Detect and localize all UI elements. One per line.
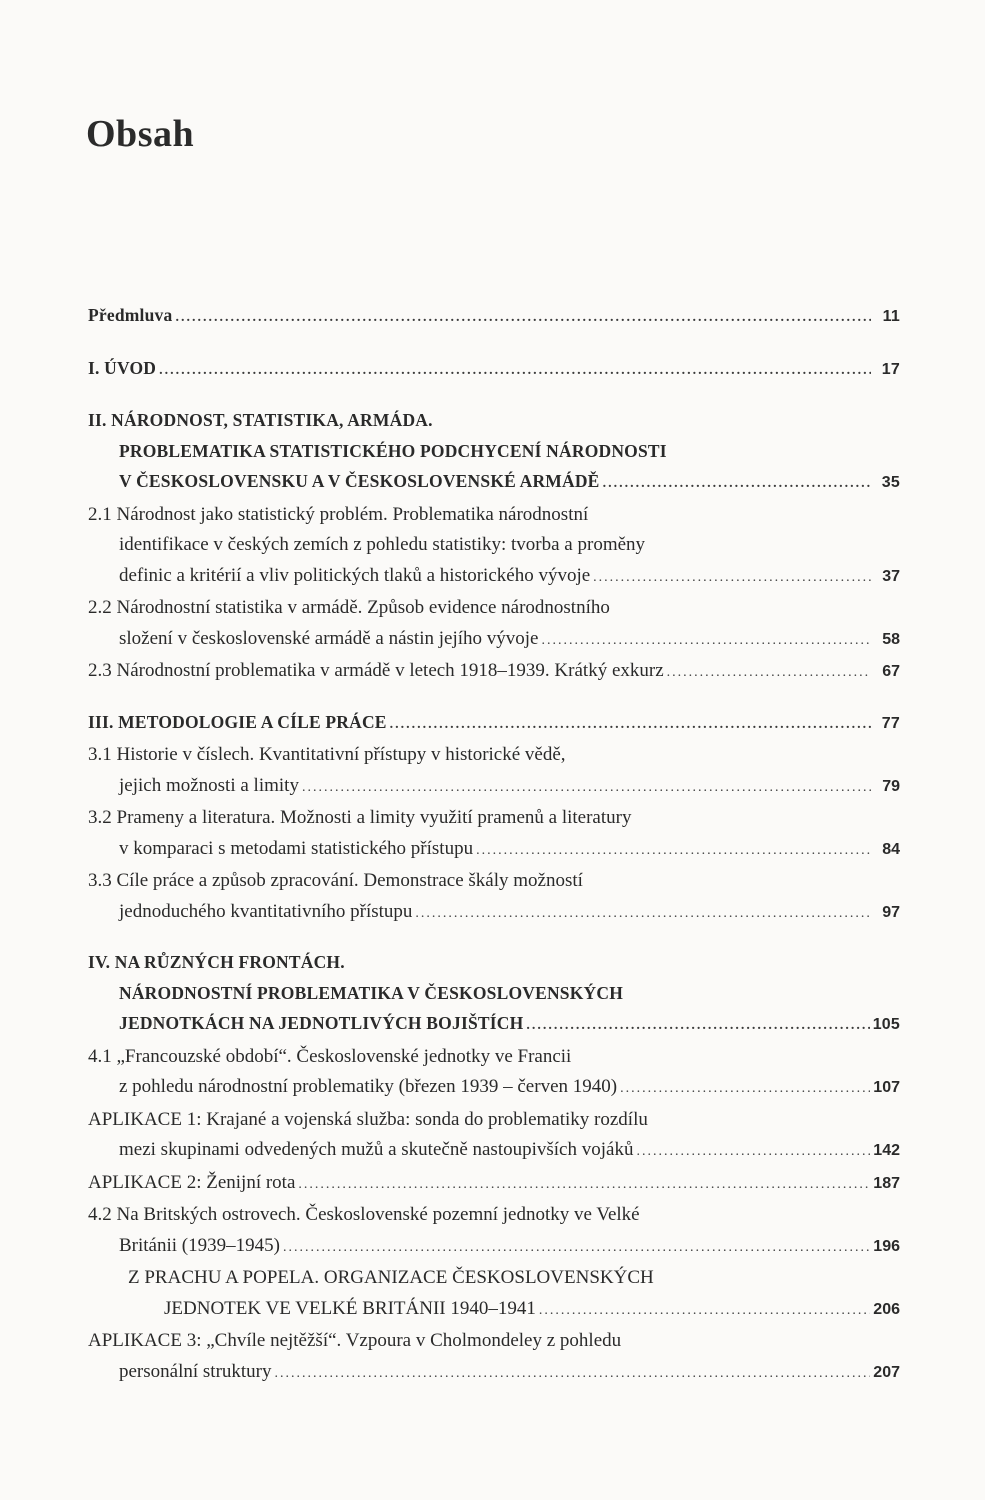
section-gap	[88, 929, 900, 947]
toc-entry-line	[88, 436, 900, 467]
dot-leader	[298, 1170, 870, 1201]
toc-entry-line	[88, 834, 900, 867]
toc-entry-text: složení v československé armádě a nástin jejího vývoje	[119, 627, 539, 649]
toc-entry[interactable]	[88, 740, 900, 803]
toc-entry[interactable]	[88, 656, 900, 689]
toc-entry-text: 3.1 Historie v číslech. Kvantitativní přístupy v historické vědě,	[88, 744, 566, 765]
toc-entry-text: V ČESKOSLOVENSKU A V ČESKOSLOVENSKÉ ARMÁDĚ	[119, 471, 600, 491]
toc-entry-text: PROBLEMATIKA STATISTICKÉHO PODCHYCENÍ NÁRODNOSTI	[119, 440, 667, 461]
dot-leader	[541, 626, 871, 657]
page-number: 58	[882, 630, 900, 648]
toc-entry-text: definic a kritérií a vliv politických tlaků a historického vývoje	[119, 564, 591, 586]
toc-entry-text: JEDNOTEK VE VELKÉ BRITÁNII 1940–1941	[164, 1297, 536, 1319]
toc-entry-line	[88, 1042, 900, 1073]
section-gap	[88, 386, 900, 405]
page-number: 97	[882, 903, 900, 921]
page-number: 187	[873, 1174, 900, 1192]
toc-entry-line	[88, 656, 900, 689]
dot-leader	[526, 1011, 869, 1042]
toc-entry-line	[88, 1168, 900, 1201]
toc-entry-text: 2.3 Národnostní problematika v armádě v letech 1918–1939. Krátký exkurz	[88, 660, 664, 681]
toc-entry-text: II. NÁRODNOST, STATISTIKA, ARMÁDA.	[88, 410, 433, 430]
dot-leader	[302, 773, 871, 804]
toc-entry-line	[88, 978, 900, 1009]
toc-entry[interactable]	[88, 353, 900, 387]
page-number: 79	[882, 777, 900, 795]
page-number: 206	[873, 1300, 900, 1318]
toc-entry-text: Z PRACHU A POPELA. ORGANIZACE ČESKOSLOVENSKÝCH	[128, 1267, 654, 1288]
dot-leader	[603, 469, 871, 500]
dot-leader	[415, 899, 871, 930]
toc-entry-line	[88, 624, 900, 657]
page-number: 37	[882, 567, 900, 585]
page-number: 196	[873, 1237, 900, 1255]
dot-leader	[620, 1074, 870, 1105]
toc-entry-line	[88, 1357, 900, 1390]
toc-entry-text: jejich možnosti a limity	[119, 774, 299, 796]
toc-entry[interactable]	[88, 1042, 900, 1105]
toc-entry-line	[88, 771, 900, 804]
toc-entry-text: III. METODOLOGIE A CÍLE PRÁCE	[88, 711, 387, 732]
toc-entry[interactable]	[88, 947, 900, 1042]
dot-leader	[636, 1137, 870, 1168]
dot-leader	[539, 1296, 870, 1327]
toc-entry-line	[88, 466, 900, 500]
page-title: Obsah	[86, 113, 195, 155]
toc-entry-text: JEDNOTKÁCH NA JEDNOTLIVÝCH BOJIŠTÍCH	[119, 1013, 524, 1033]
toc-entry-line	[88, 1294, 900, 1327]
dot-leader	[667, 658, 871, 689]
toc-entry[interactable]	[88, 1326, 900, 1389]
page-number: 77	[881, 714, 900, 732]
toc-entry[interactable]	[88, 405, 900, 500]
dot-leader	[175, 303, 871, 334]
dot-leader	[593, 563, 871, 594]
toc-entry-line	[88, 300, 900, 334]
toc-entry-text: jednoduchého kvantitativního přístupu	[119, 900, 413, 922]
toc-entry-line	[88, 1231, 900, 1264]
toc-entry-line	[88, 500, 900, 531]
toc-entry-line	[88, 530, 900, 561]
toc-entry[interactable]	[88, 1200, 900, 1263]
page-number: 67	[882, 663, 900, 680]
dot-leader	[159, 356, 871, 387]
page-number: 35	[881, 474, 900, 491]
toc-entry[interactable]	[88, 1105, 900, 1168]
toc-entry-line	[88, 1072, 900, 1105]
toc-entry[interactable]	[88, 1168, 900, 1201]
toc-entry-line	[88, 1326, 900, 1357]
toc-entry-text: Předmluva	[88, 305, 173, 325]
page-number: 142	[873, 1142, 900, 1159]
toc-entry-line	[88, 947, 900, 978]
toc-entry[interactable]	[88, 866, 900, 929]
toc-entry-text: 2.1 Národnost jako statistický problém. Problematika národnostní	[88, 503, 589, 525]
toc-entry-line	[88, 866, 900, 897]
toc-entry-line	[88, 740, 900, 771]
toc-entry-text: z pohledu národnostní problematiky (březen 1939 – červen 1940)	[119, 1076, 618, 1097]
page-number: 105	[872, 1016, 900, 1033]
toc-entry-text: 4.2 Na Britských ostrovech. Československé pozemní jednotky ve Velké	[88, 1204, 640, 1225]
toc-entry-text: APLIKACE 1: Krajané a vojenská služba: sonda do problematiky rozdílu	[88, 1108, 648, 1130]
toc-entry-text: v komparaci s metodami statistického přístupu	[119, 837, 474, 859]
toc-entry-line	[88, 1105, 900, 1136]
toc-entry-text: 3.2 Prameny a literatura. Možnosti a limity využití pramenů a literatury	[88, 807, 632, 828]
toc-entry-line	[88, 1263, 900, 1294]
section-gap	[88, 689, 900, 707]
toc-entry-text: I. ÚVOD	[88, 357, 157, 378]
dot-leader	[390, 710, 871, 741]
toc-entry-text: mezi skupinami odvedených mužů a skutečně nastoupivších vojáků	[119, 1139, 634, 1160]
toc-entry-text: identifikace v českých zemích z pohledu statistiky: tvorba a proměny	[119, 534, 646, 555]
toc-entry-text: APLIKACE 2: Ženijní rota	[88, 1171, 296, 1193]
page-number: 11	[882, 308, 900, 325]
toc-entry-text: personální struktury	[119, 1360, 272, 1382]
dot-leader	[283, 1233, 870, 1264]
toc-entry-line	[88, 405, 900, 436]
toc-entry-text: 2.2 Národnostní statistika v armádě. Způsob evidence národnostního	[88, 597, 610, 618]
page-number: 207	[873, 1363, 900, 1381]
toc-entry-text: IV. NA RŮZNÝCH FRONTÁCH.	[88, 952, 345, 972]
toc-entry-text: Británii (1939–1945)	[119, 1234, 280, 1256]
dot-leader	[476, 836, 871, 867]
toc-entry-line	[88, 1008, 900, 1042]
table-of-contents	[88, 300, 900, 1389]
toc-entry[interactable]	[88, 707, 900, 741]
toc-entry[interactable]	[88, 500, 900, 594]
page-number: 84	[882, 840, 900, 858]
toc-entry-line	[88, 707, 900, 741]
toc-entry-line	[88, 561, 900, 594]
page-number: 17	[881, 360, 900, 378]
toc-entry-line	[88, 1135, 900, 1168]
toc-entry-text: 4.1 „Francouzské období“. Československé jednotky ve Francii	[88, 1045, 572, 1067]
toc-entry-line	[88, 353, 900, 387]
toc-entry-text: NÁRODNOSTNÍ PROBLEMATIKA V ČESKOSLOVENSKÝCH	[119, 982, 624, 1003]
toc-entry-line	[88, 803, 900, 834]
toc-entry[interactable]	[88, 803, 900, 866]
toc-entry-line	[88, 593, 900, 624]
toc-entry-text: 3.3 Cíle práce a způsob zpracování. Demonstrace škály možností	[88, 870, 583, 891]
toc-entry[interactable]	[88, 300, 900, 334]
toc-entry-text: APLIKACE 3: „Chvíle nejtěžší“. Vzpoura v Cholmondeley z pohledu	[88, 1330, 622, 1351]
toc-entry-line	[88, 1200, 900, 1231]
toc-entry[interactable]	[88, 593, 900, 656]
dot-leader	[275, 1359, 871, 1390]
toc-entry-line	[88, 897, 900, 930]
toc-entry[interactable]	[88, 1263, 900, 1326]
section-gap	[88, 334, 900, 353]
page-number: 107	[873, 1079, 900, 1096]
